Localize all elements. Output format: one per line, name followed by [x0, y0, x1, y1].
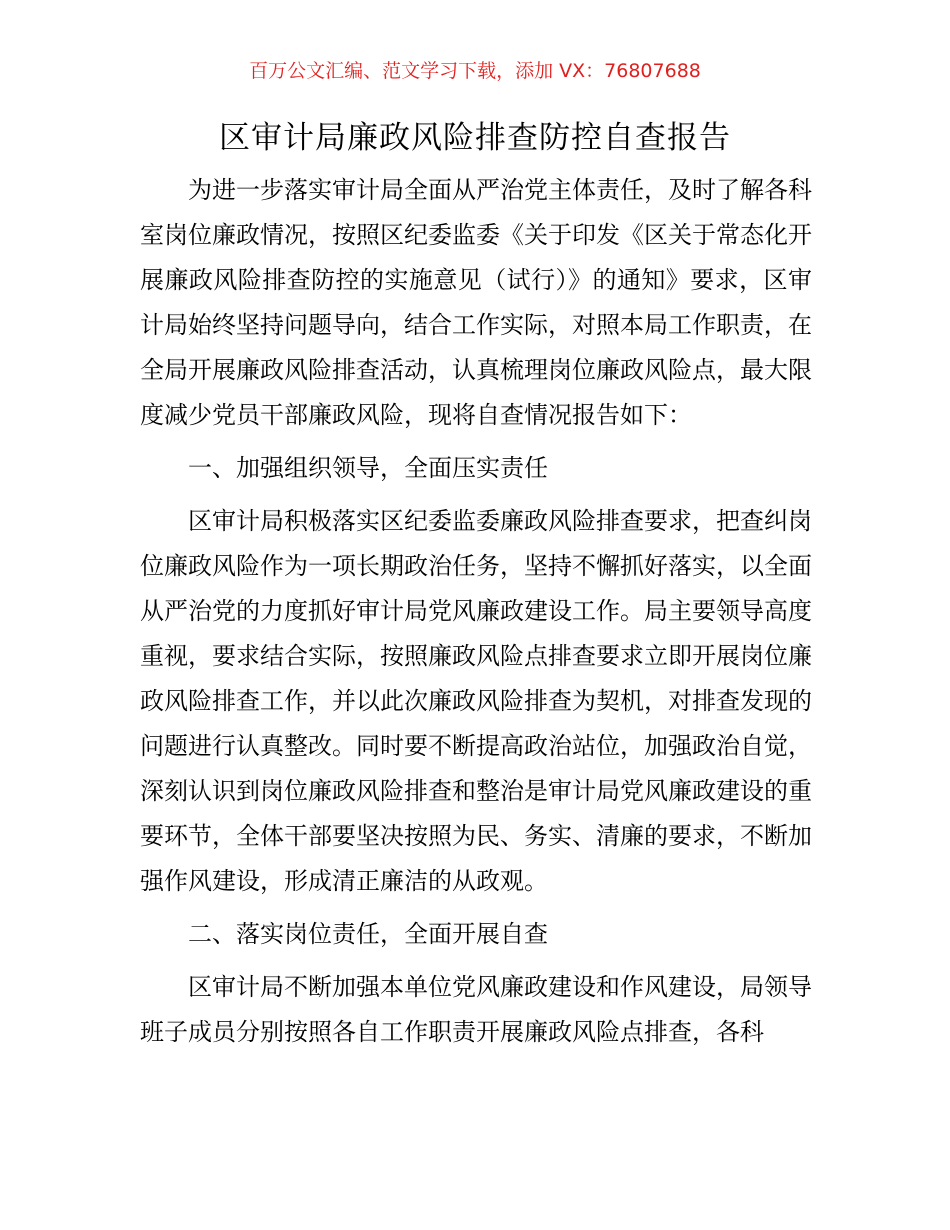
intro-paragraph: 为进一步落实审计局全面从严治党主体责任，及时了解各科室岗位廉政情况，按照区纪委监委《关于印发《区关于常态化开展廉政风险排查防控的实施意见（试行）》的通知》要求，区审计局始终坚持问题导向，结合工作实际，对照本局工作职责，在全局开展廉政风险排查活动，认真梳理岗位廉政风险点，最大限度减少党员干部廉政风险，现将自查情况报告如下：: [140, 176, 812, 429]
document-title: 区审计局廉政风险排查防控自查报告: [219, 120, 731, 156]
section-body-2: 区审计局不断加强本单位党风廉政建设和作风建设，局领导班子成员分别按照各自工作职责开展廉政风险点排查，各科: [140, 973, 812, 1046]
section-heading-1: 一、加强组织领导，全面压实责任: [188, 454, 548, 482]
section-body-1: 区审计局积极落实区纪委监委廉政风险排查要求，把查纠岗位廉政风险作为一项长期政治任务，坚持不懈抓好落实，以全面从严治党的力度抓好审计局党风廉政建设工作。局主要领导高度重视，要求结合实际，按照廉政风险点排查要求立即开展岗位廉政风险排查工作，并以此次廉政风险排查为契机，对排查发现的问题进行认真整改。同时要不断提高政治站位，加强政治自觉，深刻认识到岗位廉政风险排查和整治是审计局党风廉政建设的重要环节，全体干部要坚决按照为民、务实、清廉的要求，不断加强作风建设，形成清正廉洁的从政观。: [140, 507, 812, 895]
document-body: [140, 168, 812, 1055]
section-heading-2: 二、落实岗位责任，全面开展自查: [188, 920, 548, 948]
header-banner: 百万公文汇编、范文学习下载，添加 VX：76807688: [249, 60, 701, 82]
